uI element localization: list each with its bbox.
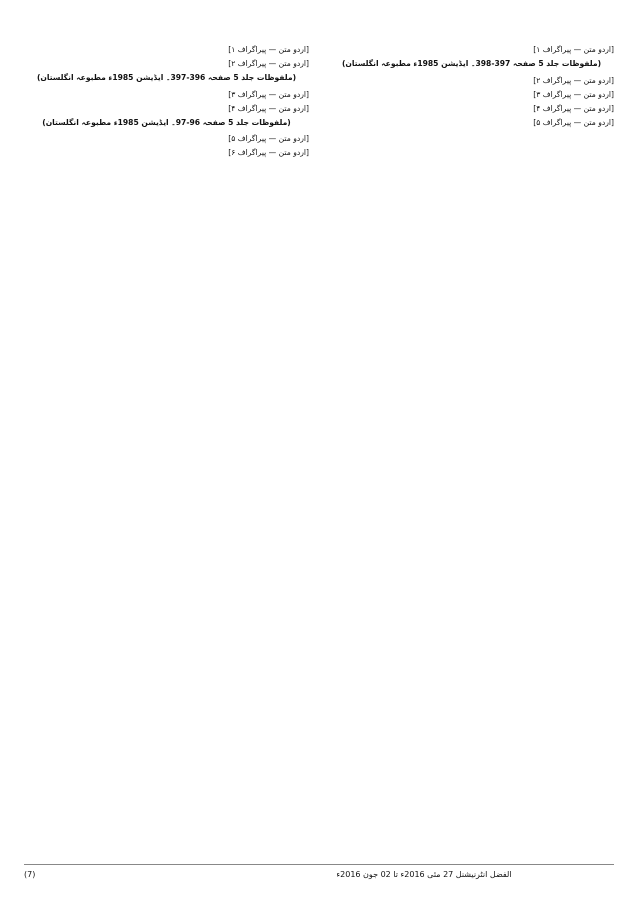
left-column <box>329 44 614 844</box>
paragraph: [اردو متن — پیراگراف ۲] <box>228 59 309 69</box>
paragraph: [اردو متن — پیراگراف ۳] <box>228 89 309 99</box>
paragraph: [اردو متن — پیراگراف ۵] <box>228 134 309 144</box>
paragraph: [اردو متن — پیراگراف ۱] <box>533 45 614 54</box>
paragraph: [اردو متن — پیراگراف ۲] <box>533 75 614 85</box>
paragraph: [اردو متن — پیراگراف ۴] <box>533 103 614 113</box>
citation: (ملفوظات جلد 5 صفحہ 96-97۔ ایڈیشن 1985ء مطبوعہ انگلستان) <box>42 117 291 127</box>
page-footer <box>24 868 614 882</box>
page-number: (7) <box>24 870 36 879</box>
paragraph: [اردو متن — پیراگراف ۵] <box>533 117 614 127</box>
paragraph: [اردو متن — پیراگراف ۱] <box>228 45 309 54</box>
citation: (ملفوظات جلد 5 صفحہ 397-398۔ ایڈیشن 1985ء مطبوعہ انگلستان) <box>341 59 602 69</box>
footer-publication-line: الفضل انٹرنیشنل 27 مئی 2016ء تا 02 جون 2016ء <box>336 870 512 879</box>
paragraph: [اردو متن — پیراگراف ۶] <box>228 148 309 158</box>
paragraph: [اردو متن — پیراگراف ۴] <box>228 103 309 113</box>
right-column <box>24 44 309 844</box>
footer-rule <box>24 864 614 865</box>
article-body <box>24 44 614 844</box>
citation: (ملفوظات جلد 5 صفحہ 396-397۔ ایڈیشن 1985ء مطبوعہ انگلستان) <box>36 73 297 83</box>
paragraph: [اردو متن — پیراگراف ۳] <box>533 89 614 99</box>
